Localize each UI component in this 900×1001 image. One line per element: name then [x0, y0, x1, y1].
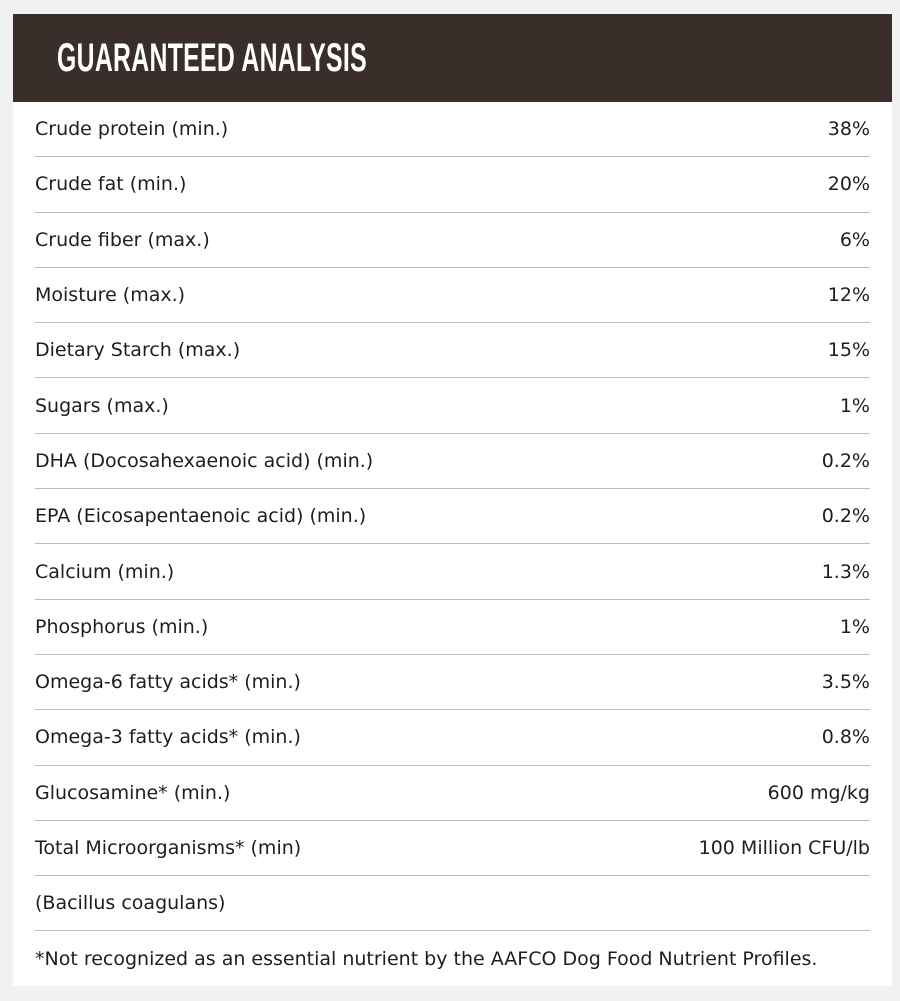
- analysis-row: [35, 268, 870, 323]
- analysis-table: [13, 102, 892, 931]
- analysis-row: [35, 102, 870, 157]
- analysis-row: [35, 157, 870, 212]
- nutrient-value: 6%: [839, 228, 870, 251]
- nutrient-value: 600 mg/kg: [767, 781, 870, 804]
- nutrient-label: Moisture (max.): [35, 284, 186, 307]
- analysis-row: [35, 710, 870, 765]
- analysis-row: [35, 434, 870, 489]
- nutrient-value: 0.2%: [821, 449, 870, 472]
- nutrient-label: (Bacillus coagulans): [35, 892, 226, 915]
- analysis-row: [35, 378, 870, 433]
- nutrient-label: Omega-6 fatty acids* (min.): [35, 671, 301, 694]
- analysis-row: [35, 821, 870, 876]
- panel-title: GUARANTEED ANALYSIS: [57, 36, 367, 80]
- panel-header: [13, 14, 892, 102]
- nutrient-label: Glucosamine* (min.): [35, 781, 231, 804]
- nutrient-value: 12%: [827, 284, 870, 307]
- nutrient-value: 100 Million CFU/lb: [698, 837, 870, 859]
- nutrient-label: DHA (Docosahexaenoic acid) (min.): [35, 449, 374, 472]
- analysis-row: [35, 489, 870, 544]
- guaranteed-analysis-panel: [13, 14, 892, 986]
- nutrient-value: 15%: [827, 339, 870, 362]
- analysis-row: [35, 876, 870, 931]
- nutrient-value: 1.3%: [821, 560, 870, 583]
- footnote: *Not recognized as an essential nutrient by the AAFCO Dog Food Nutrient Profiles.: [35, 947, 818, 970]
- nutrient-label: Phosphorus (min.): [35, 615, 209, 638]
- nutrient-label: Crude fiber (max.): [35, 228, 210, 251]
- analysis-row: [35, 213, 870, 268]
- nutrient-label: EPA (Eicosapentaenoic acid) (min.): [35, 505, 367, 528]
- nutrient-label: Total Microorganisms* (min): [35, 837, 302, 859]
- nutrient-label: Crude fat (min.): [35, 173, 187, 196]
- nutrient-value: 38%: [827, 118, 870, 141]
- nutrient-label: Sugars (max.): [35, 394, 169, 417]
- nutrient-value: 3.5%: [821, 671, 870, 694]
- nutrient-value: 20%: [827, 173, 870, 196]
- nutrient-value: 0.8%: [821, 726, 870, 749]
- nutrient-label: Calcium (min.): [35, 560, 175, 583]
- analysis-row: [35, 323, 870, 378]
- nutrient-label: Dietary Starch (max.): [35, 339, 241, 362]
- analysis-row: [35, 766, 870, 821]
- nutrient-value: 0.2%: [821, 505, 870, 528]
- nutrient-value: 1%: [839, 394, 870, 417]
- nutrient-label: Crude protein (min.): [35, 118, 229, 141]
- analysis-row: [35, 655, 870, 710]
- analysis-row: [35, 600, 870, 655]
- analysis-row: [35, 544, 870, 599]
- nutrient-label: Omega-3 fatty acids* (min.): [35, 726, 301, 749]
- nutrient-value: 1%: [839, 615, 870, 638]
